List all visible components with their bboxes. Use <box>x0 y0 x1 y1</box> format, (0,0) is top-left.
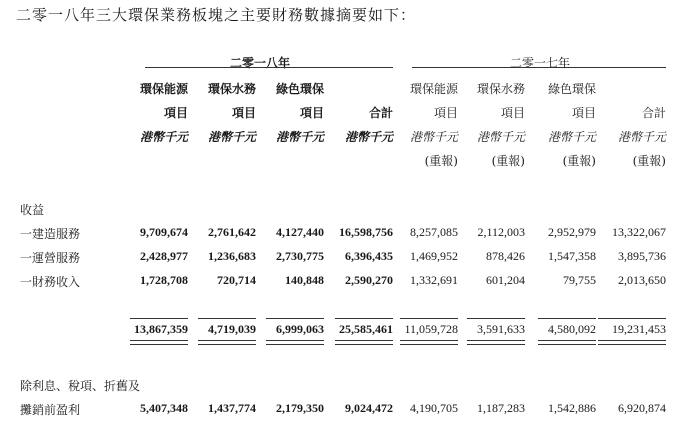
total-double-rule-col-1 <box>130 340 188 345</box>
intro-text: 二零一八年三大環保業務板塊之主要財務數據摘要如下： <box>16 6 417 24</box>
revenue-row-1-col-6: 2,112,003 <box>477 225 525 239</box>
total-double-rule-col-7 <box>538 340 596 345</box>
total-double-rule-col-2 <box>198 340 256 345</box>
revenue-row-2-col-2: 1,236,683 <box>208 249 256 263</box>
col-7-header-line2: 項目 <box>571 106 596 120</box>
revenue-row-1-col-2: 2,761,642 <box>208 225 256 239</box>
col-8-header-note: (重報) <box>632 154 666 168</box>
col-4-header-line2: 合計 <box>368 106 393 120</box>
revenue-row-3-col-1: 1,728,708 <box>140 273 188 287</box>
col-7-header-note: (重報) <box>562 154 596 168</box>
col-3-header-line2: 項目 <box>299 106 324 120</box>
ebitda-row-col-7: 1,542,886 <box>548 401 596 415</box>
revenue-row-3-col-7: 79,755 <box>563 273 596 287</box>
col-3-header-line1: 綠色環保 <box>275 82 324 96</box>
revenue-row-3-col-8: 2,013,650 <box>618 273 666 287</box>
revenue-row-2-col-6: 878,426 <box>486 249 525 263</box>
total-row-col-2: 4,719,039 <box>208 322 256 336</box>
revenue-row-2-col-1: 2,428,977 <box>140 249 188 263</box>
subtotal-rule-col-1 <box>130 318 188 319</box>
col-6-header-line1: 環保水務 <box>476 82 525 96</box>
col-4-header-unit: 港幣千元 <box>344 130 393 144</box>
col-1-header-unit: 港幣千元 <box>139 130 188 144</box>
section-revenue-label: 收益 <box>20 203 45 217</box>
revenue-row-1-col-3: 4,127,440 <box>276 225 324 239</box>
row-label-2: 一運營服務 <box>20 251 81 265</box>
ebitda-label-line1: 除利息、稅項、折舊及 <box>20 379 141 393</box>
revenue-row-2-col-8: 3,895,736 <box>618 249 666 263</box>
col-5-header-note: (重報) <box>424 154 458 168</box>
revenue-row-1-col-7: 2,952,979 <box>548 225 596 239</box>
total-double-rule-col-3 <box>266 340 324 345</box>
year-2017-header: 二零一七年 <box>509 56 570 70</box>
subtotal-rule-col-4 <box>335 318 393 319</box>
row-label-1: 一建造服務 <box>20 227 81 241</box>
ebitda-row-col-5: 4,190,705 <box>410 401 458 415</box>
total-row-col-8: 19,231,453 <box>612 322 666 336</box>
ebitda-row-col-2: 1,437,774 <box>208 401 256 415</box>
total-row-col-1: 13,867,359 <box>134 322 188 336</box>
year-2017-rule <box>412 67 666 68</box>
revenue-row-2-col-3: 2,730,775 <box>276 249 324 263</box>
year-2018-header: 二零一八年 <box>229 56 290 70</box>
col-8-header-line2: 合計 <box>641 106 666 120</box>
col-1-header-line1: 環保能源 <box>139 82 188 96</box>
subtotal-rule-col-8 <box>598 318 666 319</box>
revenue-row-1-col-1: 9,709,674 <box>140 225 188 239</box>
revenue-row-3-col-3: 140,848 <box>285 273 324 287</box>
col-6-header-unit: 港幣千元 <box>476 130 525 144</box>
col-3-header-unit: 港幣千元 <box>275 130 324 144</box>
revenue-row-1-col-5: 8,257,085 <box>410 225 458 239</box>
total-double-rule-col-5 <box>400 340 458 345</box>
col-5-header-unit: 港幣千元 <box>409 130 458 144</box>
ebitda-row-col-6: 1,187,283 <box>477 401 525 415</box>
revenue-row-3-col-4: 2,590,270 <box>345 273 393 287</box>
subtotal-rule-col-7 <box>538 318 596 319</box>
subtotal-rule-col-5 <box>400 318 458 319</box>
col-7-header-line1: 綠色環保 <box>547 82 596 96</box>
year-2018-rule <box>145 67 393 68</box>
revenue-row-3-col-6: 601,204 <box>486 273 525 287</box>
col-6-header-note: (重報) <box>491 154 525 168</box>
revenue-row-2-col-4: 6,396,435 <box>345 249 393 263</box>
subtotal-rule-col-3 <box>266 318 324 319</box>
total-row-col-7: 4,580,092 <box>548 322 596 336</box>
revenue-row-2-col-7: 1,547,358 <box>548 249 596 263</box>
total-row-col-5: 11,059,728 <box>404 322 458 336</box>
total-row-col-6: 3,591,633 <box>477 322 525 336</box>
col-2-header-line2: 項目 <box>231 106 256 120</box>
subtotal-rule-col-6 <box>467 318 525 319</box>
col-7-header-unit: 港幣千元 <box>547 130 596 144</box>
revenue-row-3-col-5: 1,332,691 <box>410 273 458 287</box>
revenue-row-1-col-8: 13,322,067 <box>612 225 666 239</box>
total-double-rule-col-4 <box>335 340 393 345</box>
revenue-row-3-col-2: 720,714 <box>217 273 256 287</box>
total-row-col-3: 6,999,063 <box>276 322 324 336</box>
total-double-rule-col-8 <box>598 340 666 345</box>
revenue-row-2-col-5: 1,469,952 <box>410 249 458 263</box>
col-1-header-line2: 項目 <box>163 106 188 120</box>
ebitda-label-line2: 攤銷前盈利 <box>20 403 81 417</box>
revenue-row-1-col-4: 16,598,756 <box>339 225 393 239</box>
total-double-rule-col-6 <box>467 340 525 345</box>
ebitda-row-col-4: 9,024,472 <box>345 401 393 415</box>
col-5-header-line1: 環保能源 <box>409 82 458 96</box>
col-5-header-line2: 項目 <box>433 106 458 120</box>
row-label-3: 一財務收入 <box>20 275 81 289</box>
ebitda-row-col-1: 5,407,348 <box>140 401 188 415</box>
total-row-col-4: 25,585,461 <box>339 322 393 336</box>
col-8-header-unit: 港幣千元 <box>617 130 666 144</box>
col-2-header-line1: 環保水務 <box>207 82 256 96</box>
ebitda-row-col-3: 2,179,350 <box>276 401 324 415</box>
col-6-header-line2: 項目 <box>500 106 525 120</box>
subtotal-rule-col-2 <box>198 318 256 319</box>
col-2-header-unit: 港幣千元 <box>207 130 256 144</box>
ebitda-row-col-8: 6,920,874 <box>618 401 666 415</box>
